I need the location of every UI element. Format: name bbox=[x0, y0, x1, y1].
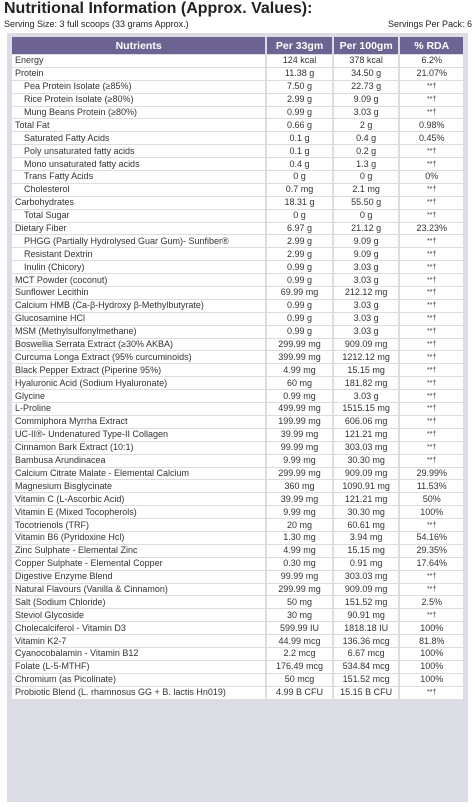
table-row bbox=[12, 390, 463, 402]
nutrient-name: Tocotrienols (TRF) bbox=[12, 519, 265, 531]
value-per-100gm: 121.21 mg bbox=[334, 429, 399, 441]
rda-value: **† bbox=[400, 687, 463, 699]
rda-value: **† bbox=[400, 571, 463, 583]
nutrient-name: Cyanocobalamin - Vitamin B12 bbox=[12, 648, 265, 660]
value-per-33gm: 0 g bbox=[267, 171, 332, 183]
value-per-100gm: 22.73 g bbox=[334, 81, 399, 93]
value-per-33gm: 2.99 g bbox=[267, 235, 332, 247]
rda-value: 6.2% bbox=[400, 55, 463, 67]
value-per-100gm: 30.30 mg bbox=[334, 506, 399, 518]
value-per-100gm: 3.03 g bbox=[334, 107, 399, 119]
table-row bbox=[12, 145, 463, 157]
nutrient-name: Saturated Fatty Acids bbox=[12, 132, 265, 144]
value-per-33gm: 7.50 g bbox=[267, 81, 332, 93]
value-per-33gm: 176.49 mcg bbox=[267, 661, 332, 673]
value-per-100gm: 212.12 mg bbox=[334, 287, 399, 299]
value-per-100gm: 9.09 g bbox=[334, 94, 399, 106]
rda-value: **† bbox=[400, 300, 463, 312]
value-per-33gm: 30 mg bbox=[267, 609, 332, 621]
table-row bbox=[12, 609, 463, 621]
value-per-100gm: 9.09 g bbox=[334, 248, 399, 260]
value-per-100gm: 909.09 mg bbox=[334, 584, 399, 596]
value-per-33gm: 9.99 mg bbox=[267, 455, 332, 467]
value-per-33gm: 0 g bbox=[267, 210, 332, 222]
nutrient-name: MCT Powder (coconut) bbox=[12, 274, 265, 286]
value-per-33gm: 11.38 g bbox=[267, 68, 332, 80]
nutrition-table bbox=[10, 36, 465, 700]
table-row bbox=[12, 184, 463, 196]
table-row bbox=[12, 300, 463, 312]
value-per-100gm: 3.94 mg bbox=[334, 532, 399, 544]
value-per-100gm: 909.09 mg bbox=[334, 468, 399, 480]
rda-value: 21.07% bbox=[400, 68, 463, 80]
nutrient-name: Pea Protein Isolate (≥85%) bbox=[12, 81, 265, 93]
nutrient-name: Energy bbox=[12, 55, 265, 67]
value-per-33gm: 4.99 mg bbox=[267, 545, 332, 557]
rda-value: **† bbox=[400, 107, 463, 119]
rda-value: **† bbox=[400, 416, 463, 428]
rda-value: **† bbox=[400, 584, 463, 596]
rda-value: 100% bbox=[400, 661, 463, 673]
value-per-33gm: 39.99 mg bbox=[267, 493, 332, 505]
rda-value: **† bbox=[400, 197, 463, 209]
value-per-33gm: 18.31 g bbox=[267, 197, 332, 209]
value-per-100gm: 21.12 g bbox=[334, 223, 399, 235]
rda-value: **† bbox=[400, 339, 463, 351]
value-per-33gm: 6.97 g bbox=[267, 223, 332, 235]
value-per-100gm: 1.3 g bbox=[334, 158, 399, 170]
rda-value: 100% bbox=[400, 506, 463, 518]
value-per-100gm: 181.82 mg bbox=[334, 377, 399, 389]
rda-value: **† bbox=[400, 145, 463, 157]
rda-value: 17.64% bbox=[400, 558, 463, 570]
nutrient-name: Protein bbox=[12, 68, 265, 80]
table-row bbox=[12, 235, 463, 247]
value-per-100gm: 55.50 g bbox=[334, 197, 399, 209]
table-row bbox=[12, 596, 463, 608]
table-row bbox=[12, 119, 463, 131]
rda-value: 0.45% bbox=[400, 132, 463, 144]
nutrient-name: Commiphora Myrrha Extract bbox=[12, 416, 265, 428]
value-per-33gm: 499.99 mg bbox=[267, 403, 332, 415]
table-row bbox=[12, 455, 463, 467]
rda-value: 2.5% bbox=[400, 596, 463, 608]
rda-value: **† bbox=[400, 81, 463, 93]
table-row bbox=[12, 158, 463, 170]
value-per-33gm: 4.99 B CFU bbox=[267, 687, 332, 699]
value-per-33gm: 9.99 mg bbox=[267, 506, 332, 518]
table-row bbox=[12, 261, 463, 273]
table-row bbox=[12, 519, 463, 531]
value-per-33gm: 0.30 mg bbox=[267, 558, 332, 570]
rda-value: 0.98% bbox=[400, 119, 463, 131]
value-per-100gm: 1212.12 mg bbox=[334, 351, 399, 363]
value-per-33gm: 60 mg bbox=[267, 377, 332, 389]
nutrient-name: Copper Sulphate - Elemental Copper bbox=[12, 558, 265, 570]
nutrient-name: Magnesium Bisglycinate bbox=[12, 480, 265, 492]
header-per-33gm: Per 33gm bbox=[267, 37, 332, 54]
value-per-33gm: 0.99 g bbox=[267, 313, 332, 325]
table-row bbox=[12, 532, 463, 544]
value-per-100gm: 1515.15 mg bbox=[334, 403, 399, 415]
value-per-100gm: 909.09 mg bbox=[334, 339, 399, 351]
nutrient-name: Cholecalciferol - Vitamin D3 bbox=[12, 622, 265, 634]
value-per-100gm: 606.06 mg bbox=[334, 416, 399, 428]
rda-value: **† bbox=[400, 390, 463, 402]
value-per-33gm: 44.99 mcg bbox=[267, 635, 332, 647]
nutrient-name: Vitamin E (Mixed Tocopherols) bbox=[12, 506, 265, 518]
nutrient-name: Mono unsaturated fatty acids bbox=[12, 158, 265, 170]
header-nutrients: Nutrients bbox=[12, 37, 265, 54]
value-per-100gm: 3.03 g bbox=[334, 274, 399, 286]
value-per-33gm: 0.1 g bbox=[267, 145, 332, 157]
nutrient-name: Glucosamine HCl bbox=[12, 313, 265, 325]
rda-value: **† bbox=[400, 364, 463, 376]
table-row bbox=[12, 132, 463, 144]
table-row bbox=[12, 506, 463, 518]
nutrient-name: Calcium Citrate Malate - Elemental Calcium bbox=[12, 468, 265, 480]
nutrient-name: Zinc Sulphate - Elemental Zinc bbox=[12, 545, 265, 557]
nutrient-name: Probiotic Blend (L. rhamnosus GG + B. lactis Hn019) bbox=[12, 687, 265, 699]
value-per-33gm: 20 mg bbox=[267, 519, 332, 531]
value-per-100gm: 3.03 g bbox=[334, 261, 399, 273]
value-per-33gm: 50 mg bbox=[267, 596, 332, 608]
value-per-33gm: 299.99 mg bbox=[267, 584, 332, 596]
value-per-100gm: 0 g bbox=[334, 171, 399, 183]
value-per-33gm: 360 mg bbox=[267, 480, 332, 492]
rda-value: **† bbox=[400, 261, 463, 273]
header-per-100gm: Per 100gm bbox=[334, 37, 399, 54]
nutrient-name: Natural Flavours (Vanilla & Cinnamon) bbox=[12, 584, 265, 596]
rda-value: **† bbox=[400, 184, 463, 196]
value-per-33gm: 299.99 mg bbox=[267, 339, 332, 351]
table-row bbox=[12, 545, 463, 557]
table-row bbox=[12, 571, 463, 583]
value-per-100gm: 2 g bbox=[334, 119, 399, 131]
table-row bbox=[12, 442, 463, 454]
table-row bbox=[12, 403, 463, 415]
nutrient-name: Mung Beans Protein (≥80%) bbox=[12, 107, 265, 119]
value-per-100gm: 1090.91 mg bbox=[334, 480, 399, 492]
table-row bbox=[12, 68, 463, 80]
rda-value: **† bbox=[400, 429, 463, 441]
table-row bbox=[12, 274, 463, 286]
nutrient-name: Dietary Fiber bbox=[12, 223, 265, 235]
value-per-100gm: 1818.18 IU bbox=[334, 622, 399, 634]
value-per-100gm: 6.67 mcg bbox=[334, 648, 399, 660]
value-per-100gm: 303.03 mg bbox=[334, 442, 399, 454]
value-per-33gm: 2.99 g bbox=[267, 94, 332, 106]
nutrient-name: Vitamin B6 (Pyridoxine Hcl) bbox=[12, 532, 265, 544]
table-row bbox=[12, 648, 463, 660]
value-per-33gm: 1.30 mg bbox=[267, 532, 332, 544]
value-per-100gm: 9.09 g bbox=[334, 235, 399, 247]
value-per-100gm: 534.84 mcg bbox=[334, 661, 399, 673]
table-row bbox=[12, 493, 463, 505]
value-per-33gm: 99.99 mg bbox=[267, 571, 332, 583]
nutrient-name: Cholesterol bbox=[12, 184, 265, 196]
table-row bbox=[12, 416, 463, 428]
header-rda: % RDA bbox=[400, 37, 463, 54]
rda-value: **† bbox=[400, 442, 463, 454]
page-title: Nutritional Information (Approx. Values): bbox=[4, 0, 313, 17]
rda-value: **† bbox=[400, 235, 463, 247]
rda-value: 100% bbox=[400, 622, 463, 634]
value-per-33gm: 199.99 mg bbox=[267, 416, 332, 428]
value-per-100gm: 0 g bbox=[334, 210, 399, 222]
servings-per-pack: Servings Per Pack: 6 bbox=[387, 19, 472, 29]
value-per-100gm: 2.1 mg bbox=[334, 184, 399, 196]
table-row bbox=[12, 558, 463, 570]
table-row bbox=[12, 223, 463, 235]
value-per-100gm: 3.03 g bbox=[334, 326, 399, 338]
value-per-100gm: 0.4 g bbox=[334, 132, 399, 144]
serving-size: Serving Size: 3 full scoops (33 grams Approx.) bbox=[4, 19, 189, 29]
nutrient-name: Calcium HMB (Ca-β-Hydroxy β-Methylbutyrate) bbox=[12, 300, 265, 312]
nutrient-name: Boswellia Serrata Extract (≥30% AKBA) bbox=[12, 339, 265, 351]
value-per-33gm: 2.2 mcg bbox=[267, 648, 332, 660]
value-per-33gm: 2.99 g bbox=[267, 248, 332, 260]
value-per-33gm: 0.7 mg bbox=[267, 184, 332, 196]
table-row bbox=[12, 468, 463, 480]
rda-value: **† bbox=[400, 274, 463, 286]
value-per-100gm: 34.50 g bbox=[334, 68, 399, 80]
table-row bbox=[12, 364, 463, 376]
table-row bbox=[12, 94, 463, 106]
table-row bbox=[12, 326, 463, 338]
rda-value: **† bbox=[400, 94, 463, 106]
serving-info bbox=[4, 18, 472, 30]
table-row bbox=[12, 248, 463, 260]
rda-value: **† bbox=[400, 455, 463, 467]
nutrient-name: MSM (Methylsulfonylmethane) bbox=[12, 326, 265, 338]
nutrient-name: Carbohydrates bbox=[12, 197, 265, 209]
value-per-100gm: 90.91 mg bbox=[334, 609, 399, 621]
nutrient-name: UC-II®- Undenatured Type-II Collagen bbox=[12, 429, 265, 441]
rda-value: 81.8% bbox=[400, 635, 463, 647]
table-row bbox=[12, 687, 463, 699]
nutrient-name: Resistant Dextrin bbox=[12, 248, 265, 260]
nutrient-name: Hyaluronic Acid (Sodium Hyaluronate) bbox=[12, 377, 265, 389]
nutrient-name: Bambusa Arundinacea bbox=[12, 455, 265, 467]
value-per-100gm: 3.03 g bbox=[334, 300, 399, 312]
value-per-33gm: 0.99 g bbox=[267, 107, 332, 119]
nutrient-name: Poly unsaturated fatty acids bbox=[12, 145, 265, 157]
value-per-100gm: 151.52 mg bbox=[334, 596, 399, 608]
value-per-100gm: 0.2 g bbox=[334, 145, 399, 157]
value-per-100gm: 121.21 mg bbox=[334, 493, 399, 505]
value-per-33gm: 99.99 mg bbox=[267, 442, 332, 454]
table-header-row bbox=[12, 37, 463, 54]
rda-value: 100% bbox=[400, 674, 463, 686]
value-per-100gm: 3.03 g bbox=[334, 313, 399, 325]
table-row bbox=[12, 287, 463, 299]
rda-value: **† bbox=[400, 248, 463, 260]
value-per-33gm: 599.99 IU bbox=[267, 622, 332, 634]
nutrient-name: Steviol Glycoside bbox=[12, 609, 265, 621]
nutrient-name: Trans Fatty Acids bbox=[12, 171, 265, 183]
rda-value: **† bbox=[400, 351, 463, 363]
nutrient-name: Total Fat bbox=[12, 119, 265, 131]
value-per-33gm: 50 mcg bbox=[267, 674, 332, 686]
value-per-33gm: 299.99 mg bbox=[267, 468, 332, 480]
value-per-33gm: 0.66 g bbox=[267, 119, 332, 131]
nutrient-name: Cinnamon Bark Extract (10:1) bbox=[12, 442, 265, 454]
rda-value: 54.16% bbox=[400, 532, 463, 544]
nutrient-name: Total Sugar bbox=[12, 210, 265, 222]
rda-value: **† bbox=[400, 403, 463, 415]
value-per-33gm: 0.99 g bbox=[267, 300, 332, 312]
value-per-100gm: 60.61 mg bbox=[334, 519, 399, 531]
rda-value: **† bbox=[400, 377, 463, 389]
rda-value: **† bbox=[400, 313, 463, 325]
value-per-33gm: 39.99 mg bbox=[267, 429, 332, 441]
value-per-33gm: 399.99 mg bbox=[267, 351, 332, 363]
nutrient-name: Glycine bbox=[12, 390, 265, 402]
table-row bbox=[12, 313, 463, 325]
table-row bbox=[12, 429, 463, 441]
nutrient-name: Inulin (Chicory) bbox=[12, 261, 265, 273]
table-row bbox=[12, 55, 463, 67]
value-per-100gm: 378 kcal bbox=[334, 55, 399, 67]
nutrient-name: PHGG (Partially Hydrolysed Guar Gum)- Sunfiber® bbox=[12, 235, 265, 247]
nutrient-name: Curcuma Longa Extract (95% curcuminoids) bbox=[12, 351, 265, 363]
value-per-100gm: 3.03 g bbox=[334, 390, 399, 402]
nutrient-name: Rice Protein Isolate (≥80%) bbox=[12, 94, 265, 106]
table-row bbox=[12, 351, 463, 363]
rda-value: **† bbox=[400, 519, 463, 531]
table-row bbox=[12, 197, 463, 209]
rda-value: **† bbox=[400, 326, 463, 338]
nutrient-name: Digestive Enzyme Blend bbox=[12, 571, 265, 583]
value-per-33gm: 69.99 mg bbox=[267, 287, 332, 299]
table-row bbox=[12, 107, 463, 119]
rda-value: **† bbox=[400, 609, 463, 621]
table-row bbox=[12, 480, 463, 492]
value-per-100gm: 0.91 mg bbox=[334, 558, 399, 570]
rda-value: **† bbox=[400, 210, 463, 222]
table-row bbox=[12, 674, 463, 686]
nutrient-name: Sunflower Lecithin bbox=[12, 287, 265, 299]
value-per-33gm: 0.99 g bbox=[267, 274, 332, 286]
rda-value: 100% bbox=[400, 648, 463, 660]
table-row bbox=[12, 210, 463, 222]
value-per-100gm: 303.03 mg bbox=[334, 571, 399, 583]
table-row bbox=[12, 584, 463, 596]
rda-value: 50% bbox=[400, 493, 463, 505]
value-per-100gm: 15.15 mg bbox=[334, 545, 399, 557]
nutrient-name: Salt (Sodium Chloride) bbox=[12, 596, 265, 608]
table-row bbox=[12, 171, 463, 183]
value-per-33gm: 0.1 g bbox=[267, 132, 332, 144]
nutrient-name: Chromium (as Picolinate) bbox=[12, 674, 265, 686]
value-per-33gm: 0.4 g bbox=[267, 158, 332, 170]
table-row bbox=[12, 377, 463, 389]
nutrient-name: Vitamin K2-7 bbox=[12, 635, 265, 647]
rda-value: 0% bbox=[400, 171, 463, 183]
value-per-100gm: 136.36 mcg bbox=[334, 635, 399, 647]
rda-value: **† bbox=[400, 287, 463, 299]
nutrient-name: L-Proline bbox=[12, 403, 265, 415]
table-row bbox=[12, 635, 463, 647]
table-row bbox=[12, 81, 463, 93]
table-row bbox=[12, 661, 463, 673]
value-per-100gm: 15.15 B CFU bbox=[334, 687, 399, 699]
nutrient-name: Vitamin C (L-Ascorbic Acid) bbox=[12, 493, 265, 505]
rda-value: 29.35% bbox=[400, 545, 463, 557]
table-row bbox=[12, 339, 463, 351]
nutrition-table-panel bbox=[7, 33, 468, 802]
value-per-33gm: 0.99 g bbox=[267, 261, 332, 273]
rda-value: 11.53% bbox=[400, 480, 463, 492]
value-per-100gm: 15.15 mg bbox=[334, 364, 399, 376]
rda-value: **† bbox=[400, 158, 463, 170]
value-per-100gm: 30.30 mg bbox=[334, 455, 399, 467]
value-per-100gm: 151.52 mcg bbox=[334, 674, 399, 686]
nutrient-name: Black Pepper Extract (Piperine 95%) bbox=[12, 364, 265, 376]
value-per-33gm: 4.99 mg bbox=[267, 364, 332, 376]
rda-value: 29.99% bbox=[400, 468, 463, 480]
value-per-33gm: 0.99 mg bbox=[267, 390, 332, 402]
rda-value: 23.23% bbox=[400, 223, 463, 235]
value-per-33gm: 124 kcal bbox=[267, 55, 332, 67]
value-per-33gm: 0.99 g bbox=[267, 326, 332, 338]
table-row bbox=[12, 622, 463, 634]
nutrient-name: Folate (L-5-MTHF) bbox=[12, 661, 265, 673]
